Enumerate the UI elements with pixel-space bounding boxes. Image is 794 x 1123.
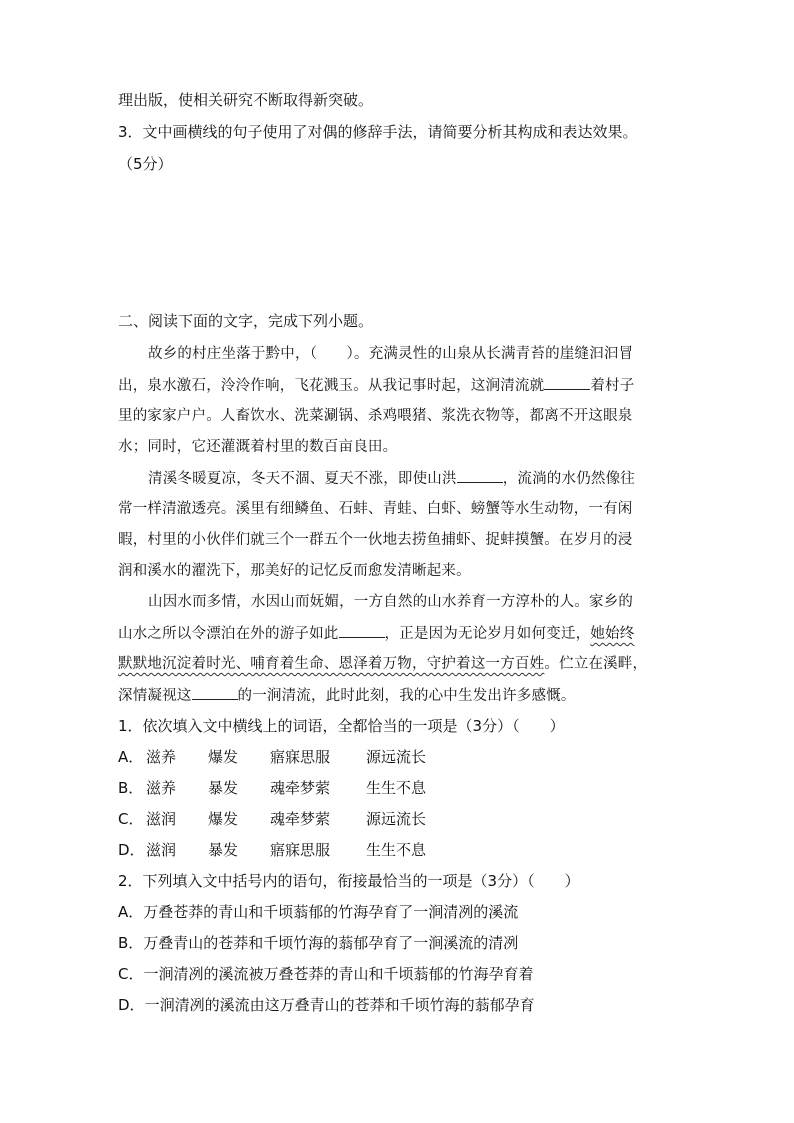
option-label: D． (118, 841, 145, 859)
passage-p2-line-2: 常一样清澈透亮。溪里有细鳞鱼、石蚌、青蛙、白虾、螃蟹等水生动物，一有闲 (118, 501, 633, 517)
passage-p3-line-4 (118, 685, 576, 706)
passage-p1-line-2-b: 着村子 (590, 378, 635, 394)
q2-option-d[interactable] (118, 995, 535, 1015)
option-word-2: 爆发 (208, 748, 239, 766)
q1-option-d[interactable] (118, 840, 426, 860)
option-text: 万叠苍莽的青山和千顷蓊郁的竹海孕育了一涧清冽的溪流 (143, 903, 519, 921)
option-label: C． (118, 810, 144, 828)
question-3-score: （5分） (118, 155, 173, 173)
option-text: 万叠青山的苍莽和千顷竹海的蓊郁孕育了一涧溪流的清冽 (143, 934, 519, 952)
option-word-4: 源远流长 (366, 810, 427, 828)
option-word-4: 源远流长 (366, 748, 427, 766)
passage-p3-line-2-a: 山水之所以令漂泊在外的游子如此 (118, 626, 339, 642)
option-text: 一涧清冽的溪流由这万叠青山的苍莽和千顷竹海的蓊郁孕育 (144, 996, 535, 1014)
fill-blank-4[interactable] (192, 685, 238, 700)
q1-option-b[interactable] (118, 778, 426, 798)
passage-p1-line-2-a: 出，泉水激石，泠泠作响，飞花溅玉。从我记事时起，这涧清流就 (118, 378, 545, 394)
option-word-1: 滋润 (146, 841, 177, 859)
option-label: C． (118, 965, 144, 983)
option-word-3: 魂牵梦萦 (270, 779, 331, 797)
passage-p1-line-4: 水；同时，它还灌溉着村里的数百亩良田。 (118, 439, 398, 455)
passage-p2-line-1-a: 清溪冬暖夏凉，冬天不涸、夏天不涨，即使山洪 (148, 471, 457, 487)
fill-blank-2[interactable] (457, 468, 503, 483)
option-word-2: 爆发 (208, 810, 239, 828)
passage-p3-line-4-b: 的一涧清流，此时此刻，我的心中生发出许多感慨。 (237, 688, 576, 704)
option-word-4: 生生不息 (366, 779, 427, 797)
passage-p3-line-3 (118, 654, 647, 674)
option-word-1: 滋养 (146, 748, 177, 766)
passage-p2-line-1 (148, 468, 635, 489)
passage-p3-line-4-a: 深情凝视这 (118, 688, 192, 704)
passage-p2-line-1-b: ，流淌的水仍然像往 (502, 471, 636, 487)
question-2-text: 2．下列填入文中括号内的语句，衔接最恰当的一项是（3分）（ ） (118, 872, 580, 890)
fill-blank-1[interactable] (544, 375, 590, 390)
option-word-3: 寤寐思服 (270, 841, 331, 859)
question-3-text: 3．文中画横线的句子使用了对偶的修辞手法，请简要分析其构成和表达效果。 (118, 123, 638, 141)
passage-p3-line-2 (118, 623, 634, 644)
q1-option-a[interactable] (118, 747, 426, 767)
option-word-4: 生生不息 (366, 841, 427, 859)
passage-p3-line-1: 山因水而多情，水因山而妩媚，一方自然的山水养育一方淳朴的人。家乡的 (148, 594, 634, 610)
underlined-sentence: 默默地沉淀着时光、哺育着生命、恩泽着万物，守护着这一方百姓 (118, 656, 545, 672)
passage-p2-line-3: 暇，村里的小伙伴们就三个一群五个一伙地去捞鱼捕虾、捉蚌摸蟹。在岁月的浸 (118, 532, 633, 548)
passage-p1-line-1: 故乡的村庄坐落于黔中，（ ）。充满灵性的山泉从长满青苔的崖缝汩汩冒 (148, 346, 634, 362)
option-label: A． (118, 748, 144, 766)
option-label: A． (118, 903, 144, 921)
q2-option-b[interactable] (118, 933, 518, 953)
question-1-text: 1．依次填入文中横线上的词语，全都恰当的一项是（3分）（ ） (118, 717, 565, 735)
q2-option-a[interactable] (118, 902, 518, 922)
section-2-heading: 二、阅读下面的文字，完成下列小题。 (118, 312, 374, 330)
passage-p1-line-2 (118, 375, 634, 396)
passage-p2-line-4: 润和溪水的濯洗下，那美好的记忆反而愈发清晰起来。 (118, 563, 471, 579)
option-word-1: 滋润 (146, 810, 177, 828)
continuation-line: 理出版，使相关研究不断取得新突破。 (118, 91, 374, 109)
option-word-3: 寤寐思服 (270, 748, 331, 766)
option-label: D． (118, 996, 145, 1014)
passage-p3-line-2-b: ，正是因为无论岁月如何变迁， (384, 626, 591, 642)
option-label: B． (118, 779, 144, 797)
underlined-sentence-start: 她始终 (590, 626, 635, 642)
option-word-2: 暴发 (208, 841, 239, 859)
option-word-3: 魂牵梦萦 (270, 810, 331, 828)
option-word-2: 暴发 (208, 779, 239, 797)
passage-p1-line-3: 里的家家户户。人畜饮水、洗菜涮锅、杀鸡喂猪、浆洗衣物等，都离不开这眼泉 (118, 408, 633, 424)
fill-blank-3[interactable] (339, 623, 385, 638)
option-label: B． (118, 934, 144, 952)
option-word-1: 滋养 (146, 779, 177, 797)
passage-p3-line-3-b: 。伫立在溪畔， (544, 656, 648, 672)
option-text: 一涧清冽的溪流被万叠苍莽的青山和千顷蓊郁的竹海孕育着 (143, 965, 534, 983)
q1-option-c[interactable] (118, 809, 426, 829)
q2-option-c[interactable] (118, 964, 534, 984)
